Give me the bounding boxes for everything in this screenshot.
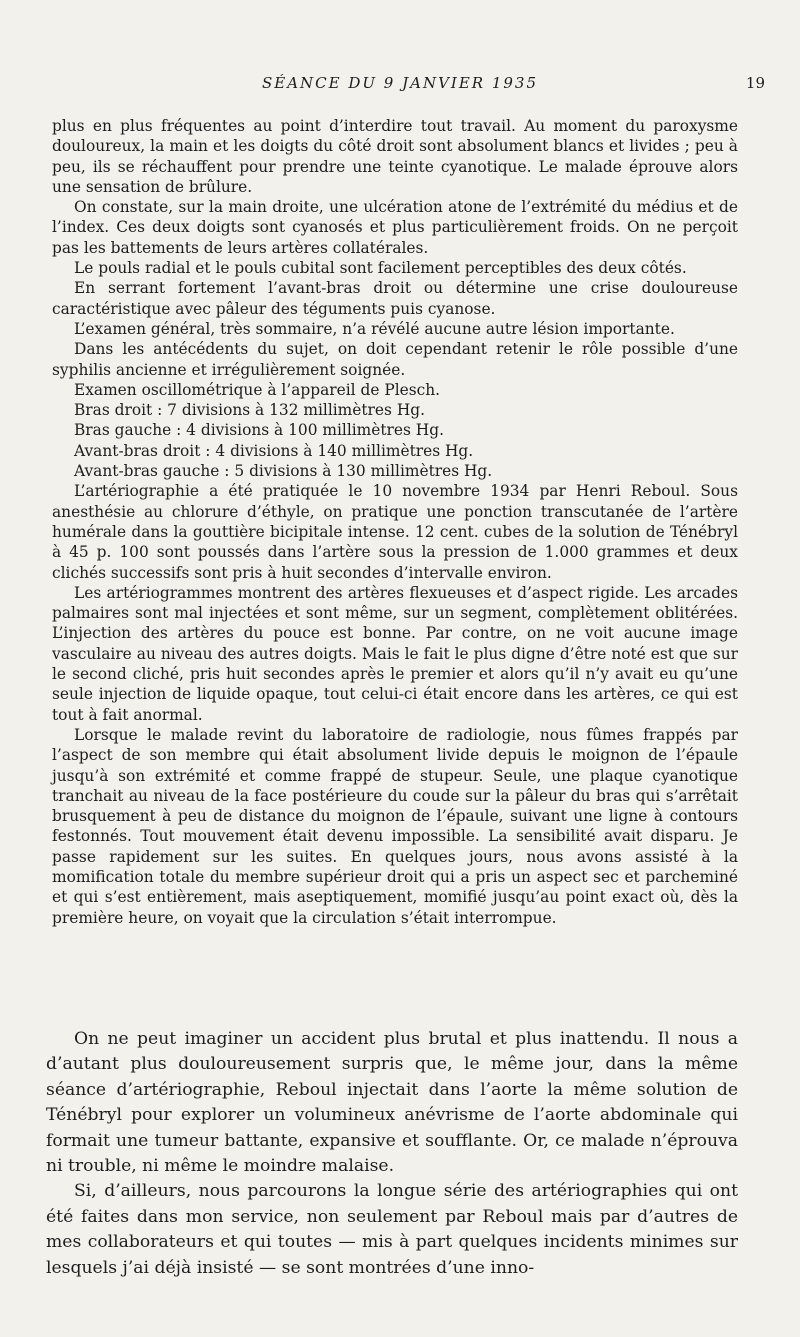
running-title: SÉANCE DU 9 JANVIER 1935 — [261, 74, 539, 92]
paragraph: On ne peut imaginer un accident plus brutal et plus inattendu. Il nous a d’autant plus douloureusement surpris que, le même jour, dans la même séance d’artériographie, Reboul injectait dans l’aorte la même solution de Ténébryl pour explorer un volumineux anévrisme de l’aorte abdominale qui formait une tumeur battante, expansive et soufflante. Or, ce malade n’éprouva ni trouble, ni même le moindre malaise. — [46, 1029, 738, 1177]
paragraph: Dans les antécédents du sujet, on doit cependant retenir le rôle possible d’une syphilis ancienne et irrégulièrement soignée. — [52, 340, 738, 379]
paragraph: L’artériographie a été pratiquée le 10 novembre 1934 par Henri Reboul. Sous anesthésie au chlorure d’éthyle, on pratique une ponction transcutanée de l’artère humérale dans la gouttière bicipitale intense. 12 cent. cubes de la solution de Ténébryl à 45 p. 100 sont poussés dans l’artère sous la pression de 1.000 grammes et deux clichés successifs sont pris à huit secondes d’intervalle environ. — [52, 482, 738, 582]
paragraph: Le pouls radial et le pouls cubital sont facilement perceptibles des deux côtés. — [74, 259, 687, 278]
paragraph: plus en plus fréquentes au point d’interdire tout travail. Au moment du paroxysme douloureux, la main et les doigts du côté droit sont absolument blancs et livides ; peu à peu, ils se réchauffent pour prendre une teinte cyanotique. Le malade éprouve alors une sensation de brûlure. — [52, 117, 738, 196]
running-header — [0, 74, 800, 98]
page-number: 19 — [745, 74, 765, 92]
paragraph: Les artériogrammes montrent des artères flexueuses et d’aspect rigide. Les arcades palmaires sont mal injectées et sont même, sur un segment, complètement oblitérées. L’injection des artères du pouce est bonne. Par contre, on ne voit aucune image vasculaire au niveau des autres doigts. Mais le fait le plus digne d’être noté est que sur le second cliché, pris huit secondes après le premier et alors qu’il n’y avait eu qu’une seule injection de liquide opaque, tout celui-ci était encore dans les artères, ce qui est tout à fait anormal. — [52, 583, 738, 724]
case-report-body — [52, 116, 738, 928]
paragraph: Examen oscillométrique à l’appareil de Plesch. — [74, 380, 441, 399]
paragraph: L’examen général, très sommaire, n’a révélé aucune autre lésion importante. — [74, 319, 675, 338]
paragraph: Lorsque le malade revint du laboratoire de radiologie, nous fûmes frappés par l’aspect de son membre qui était absolument livide depuis le moignon de l’épaule jusqu’à son extrémité et comme frappé de stupeur. Seule, une plaque cyanotique tranchait au niveau de la face postérieure du coude sur la pâleur du bras qui s’arrêtait brusquement à peu de distance du moignon de l’épaule, suivant une ligne à contours festonnés. Tout mouvement était devenu impossible. La sensibilité avait disparu. Je passe rapidement sur les suites. En quelques jours, nous avons assisté à la momification totale du membre supérieur droit qui a pris un aspect sec et parcheminé et qui s’est entièrement, mais aseptiquement, momifié jusqu’au point exact où, dès la première heure, on voyait que la circulation s’était interrompue. — [52, 725, 738, 927]
measurement-line: Bras droit : 7 divisions à 132 millimètres Hg. — [74, 401, 425, 420]
measurement-line: Avant-bras droit : 4 divisions à 140 millimètres Hg. — [74, 441, 474, 460]
paragraph: Si, d’ailleurs, nous parcourons la longue série des artériographies qui ont été faites dans mon service, non seulement par Reboul mais par d’autres de mes collaborateurs et qui toutes — mis à part quelques incidents minimes sur lesquels j’ai déjà insisté — se sont montrées d’une inno- — [46, 1181, 738, 1278]
measurement-line: Bras gauche : 4 divisions à 100 millimètres Hg. — [74, 421, 444, 440]
paragraph: En serrant fortement l’avant-bras droit ou détermine une crise douloureuse caractéristique avec pâleur des téguments puis cyanose. — [52, 279, 738, 318]
discussion-body — [46, 1027, 738, 1281]
measurement-line: Avant-bras gauche : 5 divisions à 130 millimètres Hg. — [74, 462, 493, 481]
paragraph: On constate, sur la main droite, une ulcération atone de l’extrémité du médius et de l’index. Ces deux doigts sont cyanosés et plus particulièrement froids. On ne perçoit pas les battements de leurs artères collatérales. — [52, 198, 738, 257]
